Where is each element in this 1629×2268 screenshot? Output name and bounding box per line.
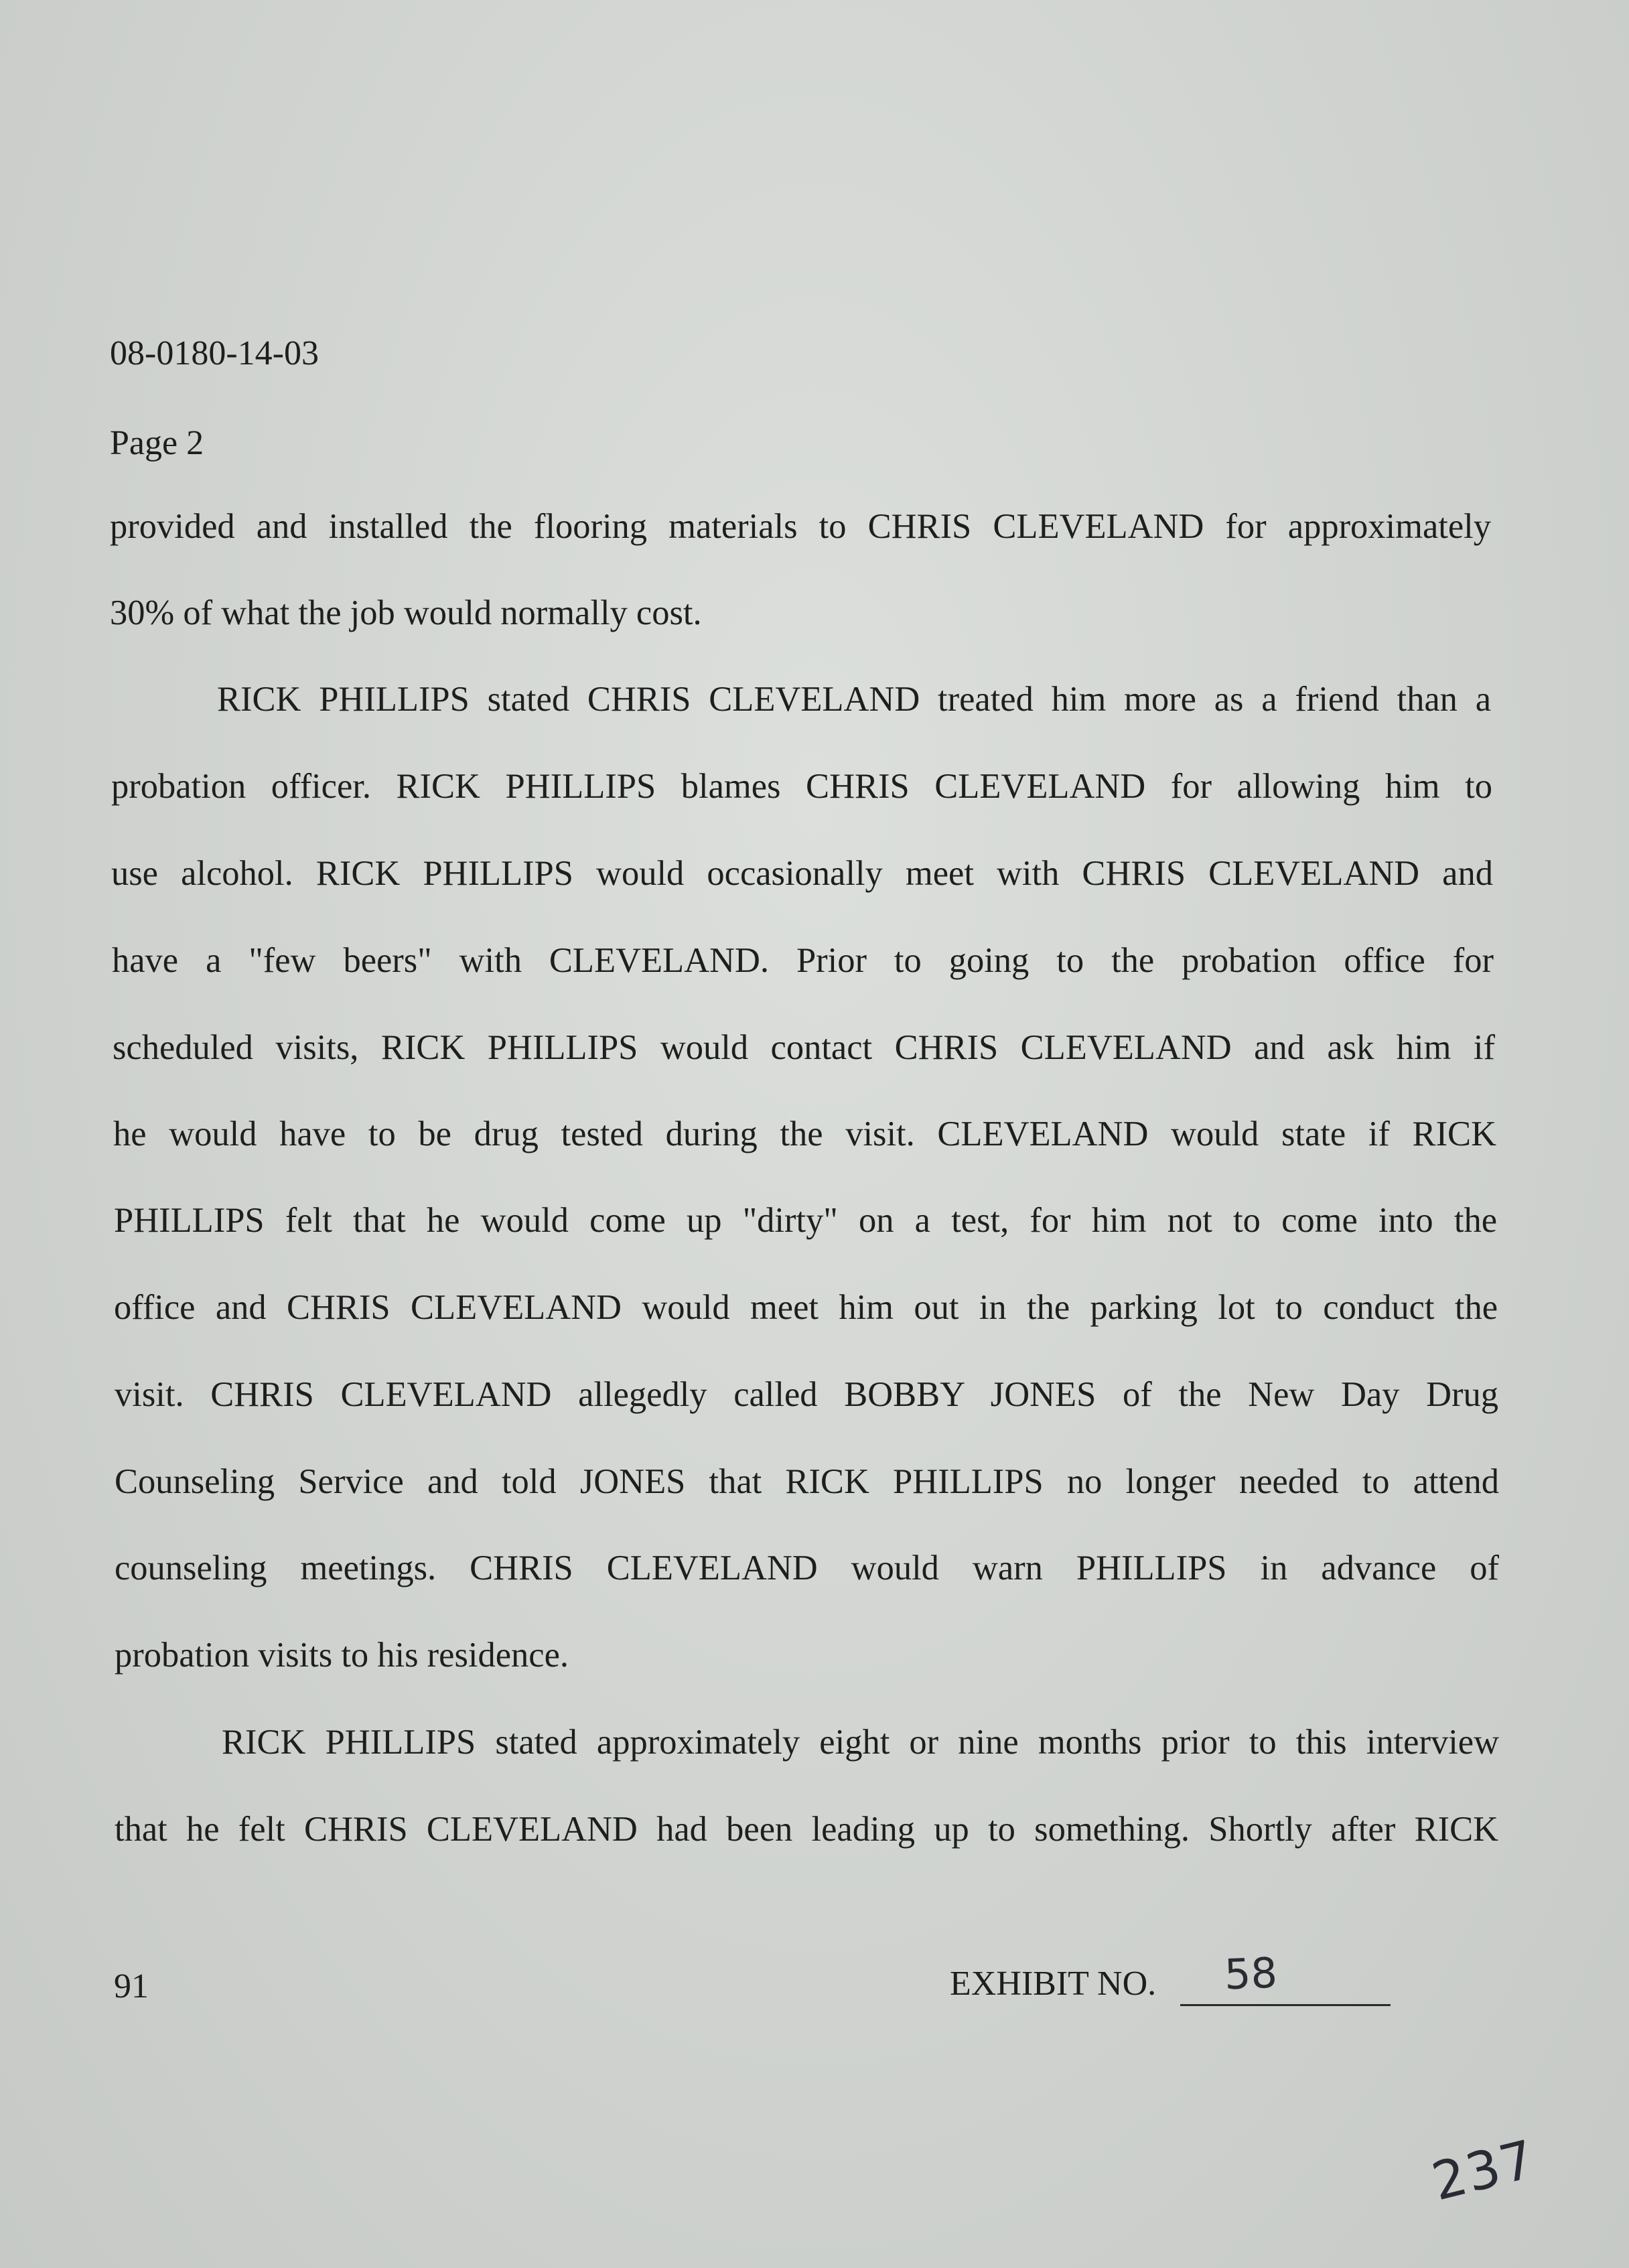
- body-line: he would have to be drug tested during the visit. CLEVELAND would state if RICK: [113, 1115, 1496, 1153]
- page-number: 91: [114, 1967, 149, 2005]
- body-line: Counseling Service and told JONES that RICK PHILLIPS no longer needed to attend: [115, 1462, 1499, 1501]
- body-line: that he felt CHRIS CLEVELAND had been leading up to something. Shortly after RICK: [115, 1810, 1498, 1849]
- body-line: RICK PHILLIPS stated CHRIS CLEVELAND treated him more as a friend than a: [217, 680, 1491, 719]
- exhibit-number-handwritten: 58: [1223, 1948, 1279, 1999]
- body-line: counseling meetings. CHRIS CLEVELAND would warn PHILLIPS in advance of: [115, 1549, 1499, 1587]
- body-line: RICK PHILLIPS stated approximately eight or nine months prior to this interview: [222, 1723, 1499, 1762]
- body-line: probation officer. RICK PHILLIPS blames CHRIS CLEVELAND for allowing him to: [111, 767, 1492, 806]
- page-label: Page 2: [110, 424, 204, 462]
- body-line: 30% of what the job would normally cost.: [110, 593, 702, 632]
- body-line: probation visits to his residence.: [115, 1636, 569, 1675]
- body-line: provided and installed the flooring materials to CHRIS CLEVELAND for approximately: [110, 507, 1491, 546]
- body-line: office and CHRIS CLEVELAND would meet him out in the parking lot to conduct the: [114, 1288, 1498, 1327]
- body-line: PHILLIPS felt that he would come up "dirty" on a test, for him not to come into the: [114, 1201, 1497, 1240]
- exhibit-underline: [1180, 2004, 1391, 2006]
- case-number: 08-0180-14-03: [110, 334, 319, 372]
- body-line: use alcohol. RICK PHILLIPS would occasionally meet with CHRIS CLEVELAND and: [111, 854, 1493, 893]
- body-line: have a "few beers" with CLEVELAND. Prior to going to the probation office for: [112, 941, 1494, 980]
- body-line: visit. CHRIS CLEVELAND allegedly called BOBBY JONES of the New Day Drug: [115, 1375, 1498, 1414]
- body-line: scheduled visits, RICK PHILLIPS would contact CHRIS CLEVELAND and ask him if: [113, 1028, 1495, 1067]
- handwritten-page-note: 237: [1426, 2129, 1542, 2213]
- exhibit-label: EXHIBIT NO.: [950, 1965, 1157, 2003]
